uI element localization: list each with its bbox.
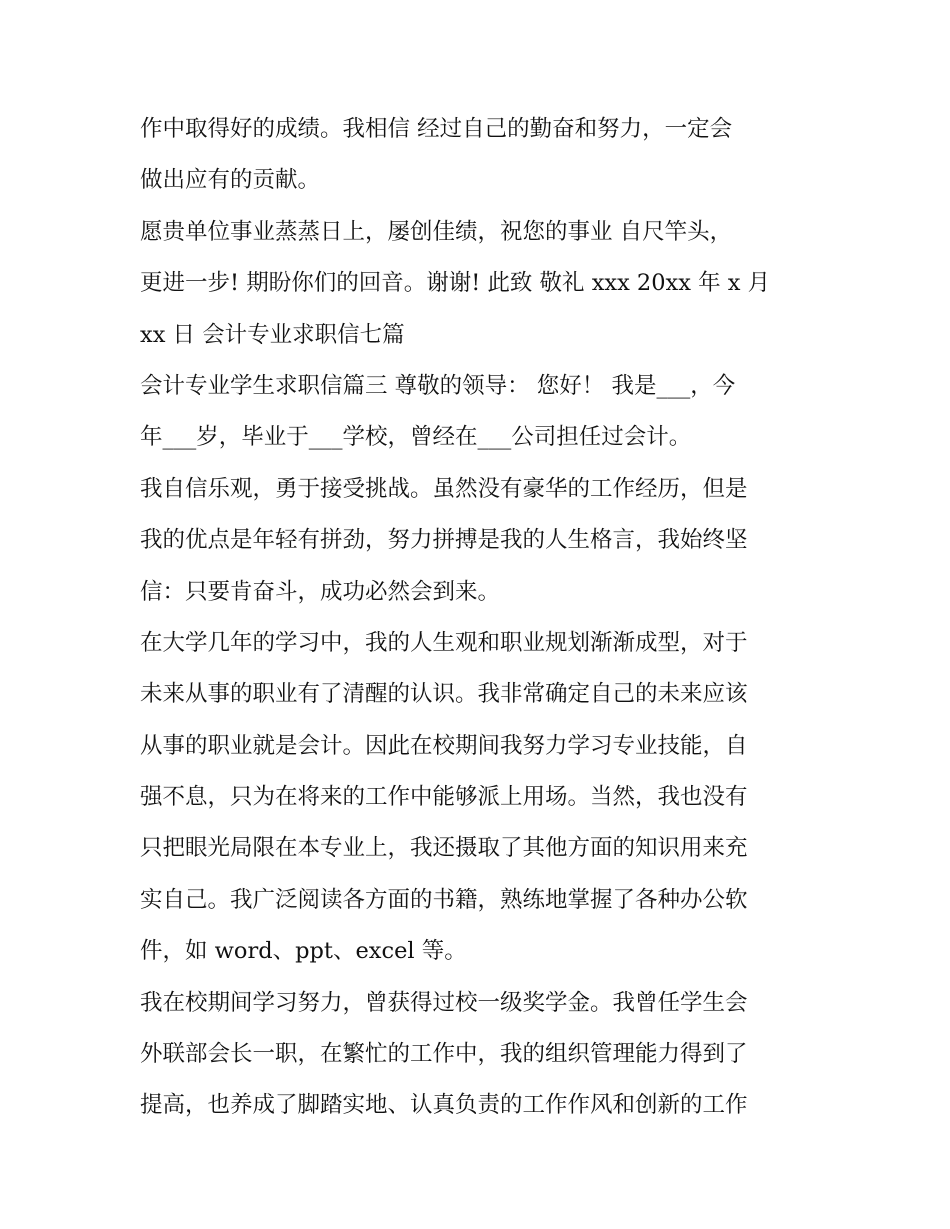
text-line: 从事的职业就是会计。因此在校期间我努力学习专业技能，自 [140, 732, 748, 759]
text-line: 年___岁，毕业于___学校，曾经在___公司担任过会计。 [140, 424, 692, 451]
text-line: 实自己。我广泛阅读各方面的书籍，熟练地掌握了各种办公软 [140, 886, 748, 913]
text-line: 做出应有的贡献。 [140, 167, 321, 194]
text-line: 我的优点是年轻有拼劲，努力拼搏是我的人生格言，我始终坚 [140, 527, 748, 554]
text-line: 未来从事的职业有了清醒的认识。我非常确定自己的未来应该 [140, 681, 748, 708]
text-line: 信：只要肯奋斗，成功必然会到来。 [140, 578, 501, 605]
body-text [140, 104, 820, 1132]
text-line: 强不息，只为在将来的工作中能够派上用场。当然，我也没有 [140, 784, 748, 811]
text-line: 我在校期间学习努力，曾获得过校一级奖学金。我曾任学生会 [140, 989, 748, 1016]
text-line: 作中取得好的成绩。我相信 经过自己的勤奋和努力，一定会 [140, 116, 733, 142]
text-line: 外联部会长一职，在繁忙的工作中，我的组织管理能力得到了 [140, 1041, 748, 1068]
text-line: xx 日 会计专业求职信七篇 [140, 321, 405, 348]
text-line: 会计专业学生求职信篇三 尊敬的领导： 您好！ 我是___，今 [140, 372, 736, 399]
text-line: 只把眼光局限在本专业上，我还摄取了其他方面的知识用来充 [140, 835, 748, 862]
text-line: 愿贵单位事业蒸蒸日上，屡创佳绩，祝您的事业 自尺竿头， [140, 218, 733, 245]
text-line: 件，如 word、ppt、excel 等。 [140, 938, 467, 965]
text-line: 在大学几年的学习中，我的人生观和职业规划渐渐成型，对于 [140, 629, 748, 656]
text-line: 提高，也养成了脚踏实地、认真负责的工作作风和创新的工作 [140, 1092, 748, 1119]
text-line: 我自信乐观，勇于接受挑战。虽然没有豪华的工作经历，但是 [140, 475, 748, 502]
text-line: 更进一步! 期盼你们的回音。谢谢! 此致 敬礼 xxx 20xx 年 x 月 [140, 270, 771, 297]
